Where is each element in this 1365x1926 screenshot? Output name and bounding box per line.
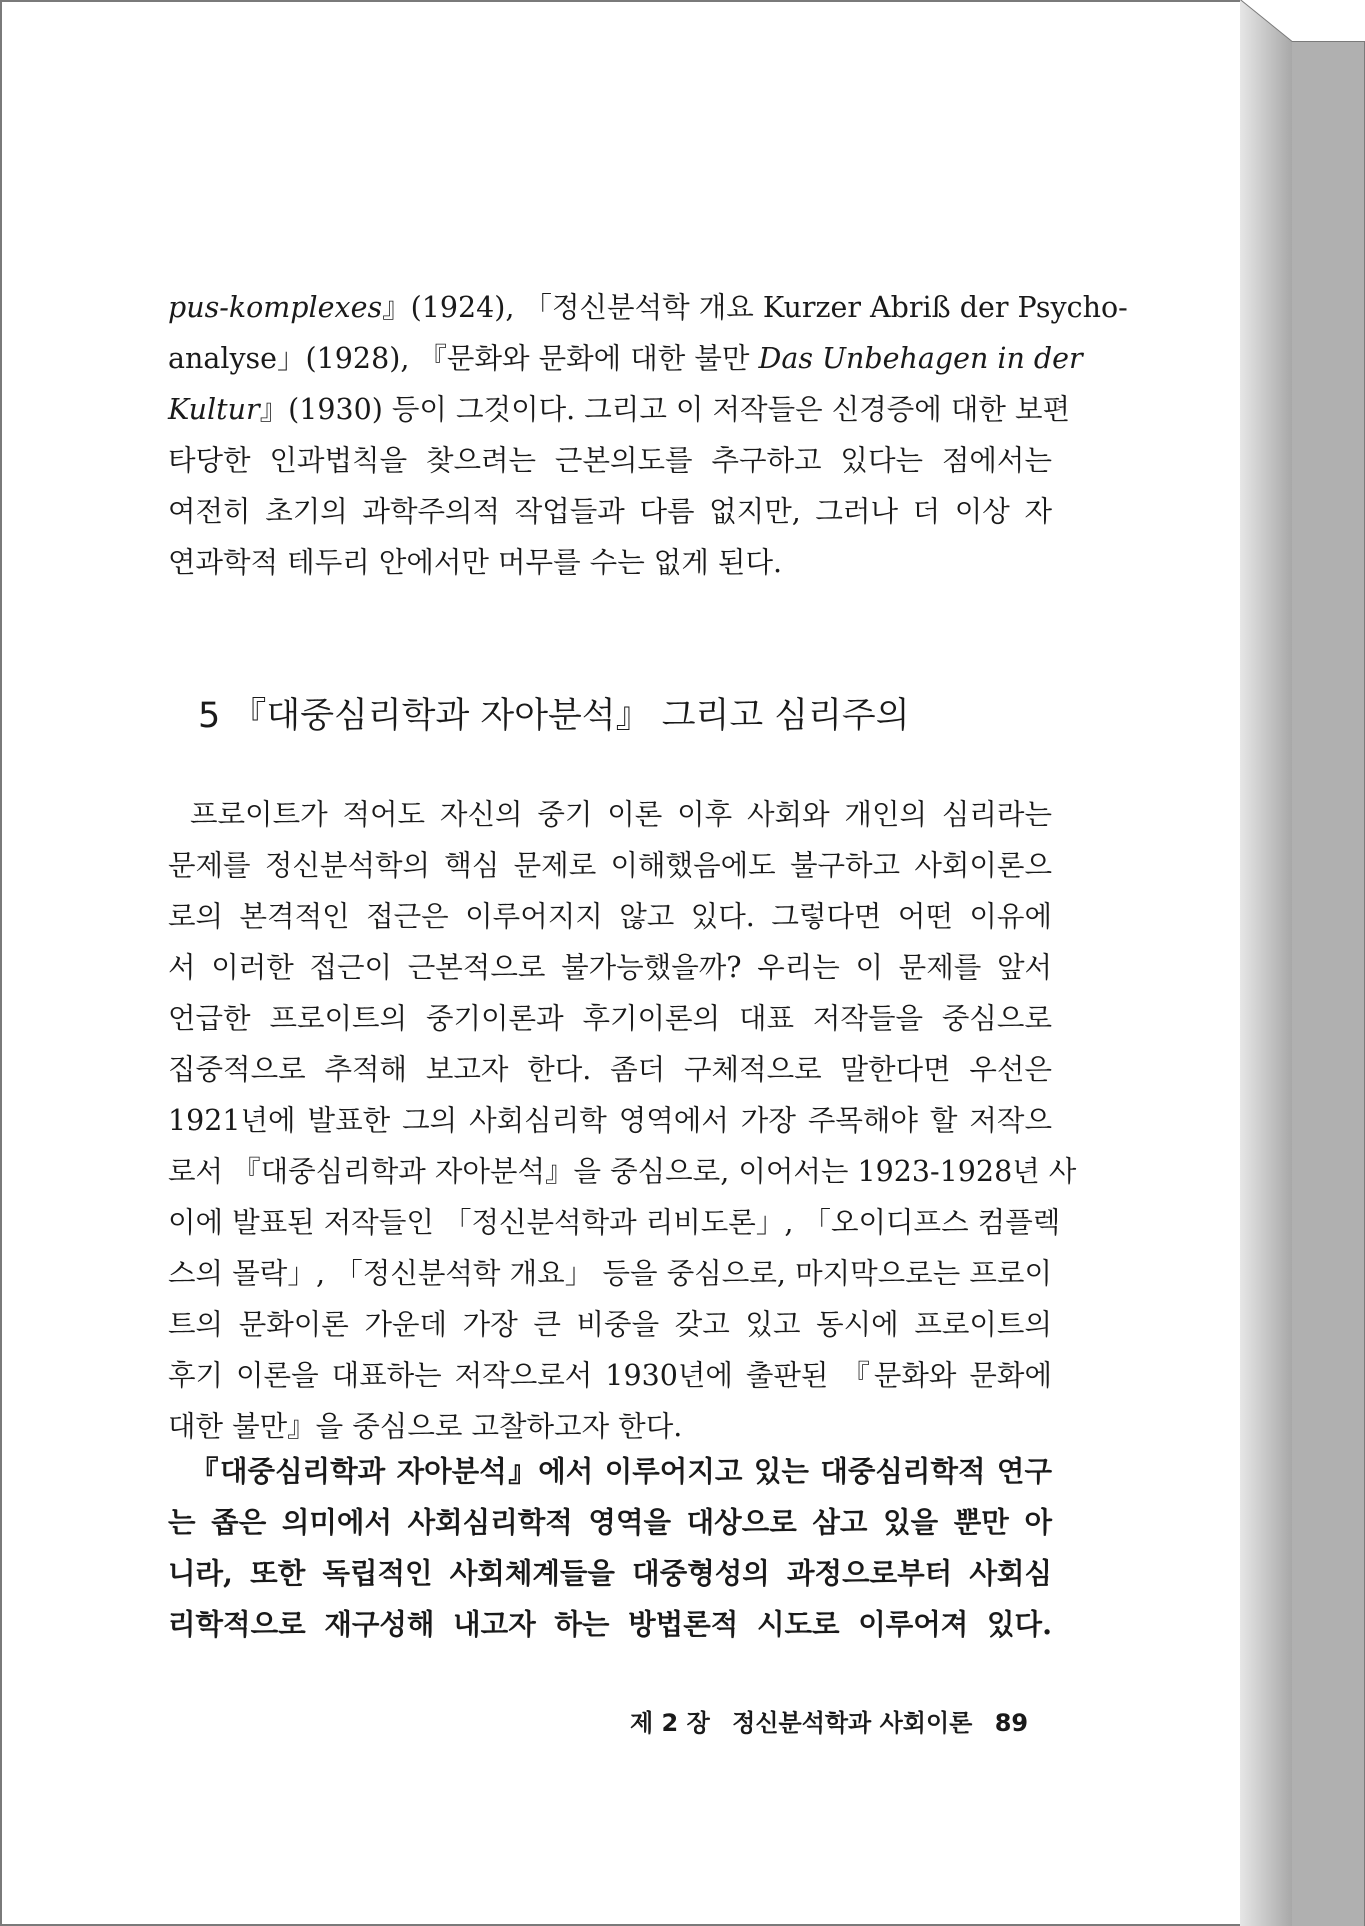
paragraph-2 bbox=[168, 789, 1077, 1452]
text-line: 『대중심리학과 자아분석』에서 이루어지고 있는 대중심리학적 연구 bbox=[190, 1454, 1052, 1488]
text-line: 프로이트가 적어도 자신의 중기 이론 이후 사회와 개인의 심리라는 bbox=[190, 798, 1052, 831]
text-line: 트의 문화이론 가운데 가장 큰 비중을 갖고 있고 동시에 프로이트의 bbox=[168, 1308, 1052, 1341]
page-number: 89 bbox=[994, 1709, 1029, 1737]
text-line: 로의 본격적인 접근은 이루어지지 않고 있다. 그렇다면 어떤 이유에 bbox=[168, 900, 1052, 933]
text-line: 후기 이론을 대표하는 저작으로서 1930년에 출판된 『문화와 문화에 bbox=[168, 1359, 1052, 1392]
text-line: 타당한 인과법칙을 찾으려는 근본의도를 추구하고 있다는 점에서는 bbox=[168, 444, 1052, 477]
italic-title: Das Unbehagen in der bbox=[758, 342, 1083, 375]
edge-side bbox=[1292, 42, 1364, 1926]
line-text: 』(1924), 「정신분석학 개요 Kurzer Abriß der Psycho- bbox=[382, 291, 1128, 324]
paragraph-1 bbox=[168, 282, 1128, 588]
text-line: 1921년에 발표한 그의 사회심리학 영역에서 가장 주목해야 할 저작으 bbox=[168, 1104, 1052, 1137]
text-line: 문제를 정신분석학의 핵심 문제로 이해했음에도 불구하고 사회이론으 bbox=[168, 849, 1052, 882]
text-line: 언급한 프로이트의 중기이론과 후기이론의 대표 저작들을 중심으로 bbox=[168, 1002, 1052, 1035]
text-line: 집중적으로 추적해 보고자 한다. 좀더 구체적으로 말한다면 우선은 bbox=[168, 1053, 1052, 1086]
text-line: 서 이러한 접근이 근본적으로 불가능했을까? 우리는 이 문제를 앞서 bbox=[168, 951, 1052, 984]
text-line: 이에 발표된 저작들인 「정신분석학과 리비도론」, 「오이디프스 컴플렉 bbox=[168, 1206, 1061, 1239]
text-line: 리학적으로 재구성해 내고자 하는 방법론적 시도로 이루어져 있다. bbox=[168, 1607, 1052, 1641]
italic-title: Kultur bbox=[168, 393, 260, 426]
line-text: 』(1930) 등이 그것이다. 그리고 이 저작들은 신경증에 대한 보편 bbox=[259, 393, 1071, 426]
edge-face bbox=[1240, 0, 1292, 1926]
chapter-title: 정신분석학과 사회이론 bbox=[732, 1709, 973, 1737]
text-line: 는 좁은 의미에서 사회심리학적 영역을 대상으로 삼고 있을 뿐만 아 bbox=[168, 1505, 1052, 1539]
text-line bbox=[168, 333, 1083, 384]
text-line: 니라, 또한 독립적인 사회체계들을 대중형성의 과정으로부터 사회심 bbox=[168, 1556, 1052, 1590]
book-page-edge bbox=[1240, 0, 1365, 1926]
text-line bbox=[168, 282, 1128, 333]
section-heading: 5 『대중심리학과 자아분석』 그리고 심리주의 bbox=[198, 696, 910, 736]
text-line: 로서 『대중심리학과 자아분석』을 중심으로, 이어서는 1923-1928년 사 bbox=[168, 1155, 1077, 1188]
paragraph-3 bbox=[168, 1446, 1052, 1650]
line-text: analyse」(1928), 『문화와 문화에 대한 불만 bbox=[168, 342, 759, 375]
text-line bbox=[168, 384, 1071, 435]
text-line: 연과학적 테두리 안에서만 머무를 수는 없게 된다. bbox=[168, 546, 783, 579]
text-line: 여전히 초기의 과학주의적 작업들과 다름 없지만, 그러나 더 이상 자 bbox=[168, 495, 1052, 528]
text-line: 대한 불만』을 중심으로 고찰하고자 한다. bbox=[168, 1410, 683, 1443]
page-footer bbox=[630, 1703, 1042, 1743]
text-line: 스의 몰락」, 「정신분석학 개요」 등을 중심으로, 마지막으로는 프로이 bbox=[168, 1257, 1052, 1290]
italic-title: pus-komplexes bbox=[168, 291, 383, 324]
chapter-label: 제 2 장 bbox=[630, 1709, 710, 1737]
